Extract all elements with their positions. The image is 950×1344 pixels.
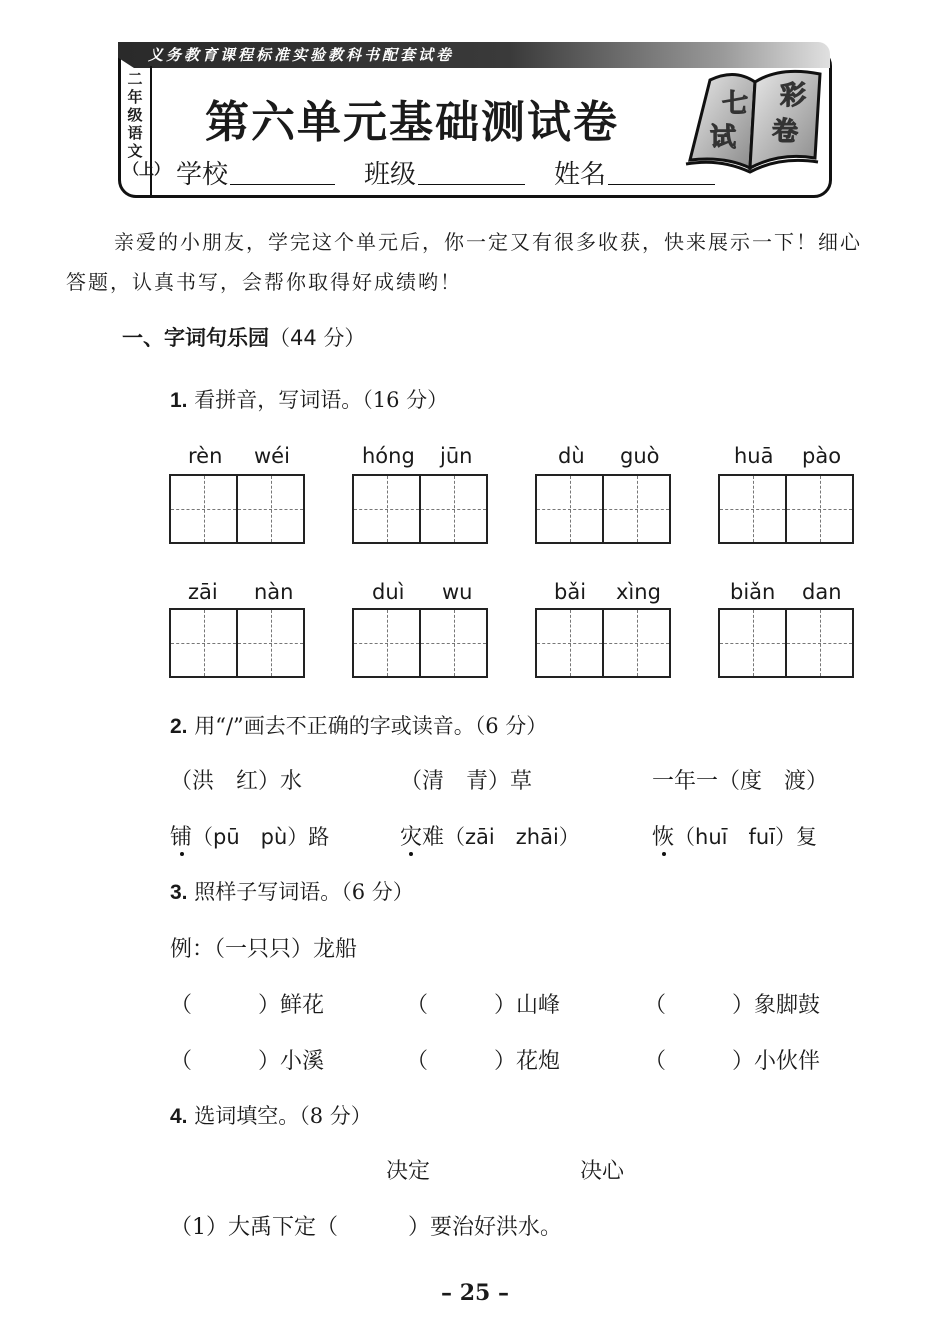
q4-choice-1: 决定: [386, 1159, 431, 1184]
section-1-heading: [122, 322, 365, 352]
q2-item-4-options: （pū pù）路: [192, 825, 330, 849]
question-1: [170, 384, 448, 414]
pinyin-5b: nàn: [254, 580, 294, 604]
svg-text:卷: 卷: [772, 117, 799, 147]
q3-blank-6[interactable]: （ ）小伙伴: [644, 1049, 821, 1074]
q3-word-1: 鲜花: [280, 993, 325, 1018]
q2-item-4[interactable]: [170, 820, 329, 851]
series-title: 义务教育课程标准实验教科书配套试卷: [148, 46, 455, 64]
question-3: [170, 876, 414, 906]
q3-word-2: 山峰: [516, 993, 561, 1018]
q2-item-5[interactable]: [400, 820, 580, 851]
writing-grid-7[interactable]: [535, 608, 671, 678]
question-4-number: 4.: [170, 1105, 188, 1128]
page-number: – 25 –: [441, 1280, 509, 1306]
q3-blank-5[interactable]: （ ）花炮: [406, 1049, 561, 1074]
q4-choice-2: 决心: [580, 1159, 625, 1184]
pinyin-8a: biǎn: [730, 580, 776, 604]
q2-item-2[interactable]: （清 青）草: [400, 769, 533, 794]
svg-text:七: 七: [722, 89, 749, 119]
writing-grid-3[interactable]: [535, 474, 671, 544]
emphasis-dot: [180, 852, 184, 856]
q4-sentence-1-blank[interactable]: [338, 1232, 404, 1236]
question-3-text: 照样子写词语。（6 分）: [194, 880, 414, 904]
question-2-text: 用“/”画去不正确的字或读音。（6 分）: [194, 714, 548, 738]
q2-item-6-char: 恢: [652, 825, 675, 850]
grade-subject-label: 二年级语文（上）: [124, 70, 170, 178]
school-field[interactable]: [230, 184, 335, 185]
writing-grid-2[interactable]: [352, 474, 488, 544]
question-1-text: 看拼音，写词语。（16 分）: [194, 388, 449, 412]
q2-item-1[interactable]: （洪 红）水: [170, 769, 303, 794]
q3-blank-1[interactable]: （ ）鲜花: [170, 993, 325, 1018]
school-label: 学校: [176, 160, 229, 190]
section-1-score: （44 分）: [269, 326, 366, 350]
q3-word-4: 小溪: [280, 1049, 325, 1074]
q3-blank-2[interactable]: （ ）山峰: [406, 993, 561, 1018]
writing-grid-5[interactable]: [169, 608, 305, 678]
class-field[interactable]: [418, 184, 525, 185]
pinyin-6b: wu: [442, 580, 473, 604]
q3-word-6: 小伙伴: [754, 1049, 821, 1074]
pinyin-2a: hóng: [362, 444, 415, 468]
writing-grid-8[interactable]: [718, 608, 854, 678]
question-2: [170, 710, 547, 740]
svg-text:试: 试: [710, 123, 737, 153]
q3-blank-4[interactable]: （ ）小溪: [170, 1049, 325, 1074]
writing-grid-1[interactable]: [169, 474, 305, 544]
emphasis-dot: [409, 852, 413, 856]
pinyin-6a: duì: [372, 580, 405, 604]
book-logo-icon: [680, 60, 830, 178]
pinyin-8b: dan: [802, 580, 842, 604]
q2-item-6-options: （huī fuī）复: [674, 825, 818, 849]
pinyin-4a: huā: [734, 444, 774, 468]
q3-word-3: 象脚鼓: [754, 993, 821, 1018]
q2-item-4-char: 铺: [170, 825, 193, 850]
pinyin-3a: dù: [558, 444, 585, 468]
pinyin-7b: xìng: [616, 580, 661, 604]
q2-item-3[interactable]: 一年一（度 渡）: [652, 769, 829, 794]
pinyin-2b: jūn: [440, 444, 473, 468]
question-4-text: 选词填空。（8 分）: [194, 1104, 372, 1128]
q2-item-5-options: （zāi zhāi）: [444, 825, 580, 849]
name-label: 姓名: [554, 160, 607, 190]
q4-sentence-1-end: ）要治好洪水。: [408, 1215, 563, 1240]
question-2-number: 2.: [170, 715, 188, 738]
pinyin-7a: bǎi: [554, 580, 587, 604]
pinyin-1b: wéi: [254, 444, 290, 468]
q3-example: 例：（一只只）龙船: [170, 937, 358, 962]
section-1-title: 一、字词句乐园: [122, 326, 269, 350]
page-title: 第六单元基础测试卷: [205, 97, 619, 148]
writing-grid-6[interactable]: [352, 608, 488, 678]
class-label: 班级: [364, 160, 417, 190]
intro-line-2: 答题，认真书写，会帮你取得好成绩哟！: [66, 270, 462, 294]
name-field[interactable]: [608, 184, 715, 185]
pinyin-5a: zāi: [188, 580, 218, 604]
question-4: [170, 1100, 372, 1130]
svg-text:彩: 彩: [780, 81, 807, 111]
emphasis-dot: [662, 852, 666, 856]
question-3-number: 3.: [170, 881, 188, 904]
pinyin-3b: guò: [620, 444, 660, 468]
q4-sentence-1-start: （1）大禹下定（: [170, 1215, 338, 1240]
q2-item-6[interactable]: [652, 820, 817, 851]
q3-word-5: 花炮: [516, 1049, 561, 1074]
intro-line-1: 亲爱的小朋友，学完这个单元后，你一定又有很多收获，快来展示一下！细心: [114, 230, 862, 254]
writing-grid-4[interactable]: [718, 474, 854, 544]
q2-item-5-word: 灾难: [400, 825, 445, 850]
question-1-number: 1.: [170, 389, 188, 412]
pinyin-1a: rèn: [188, 444, 223, 468]
q3-blank-3[interactable]: （ ）象脚鼓: [644, 993, 821, 1018]
pinyin-4b: pào: [802, 444, 842, 468]
